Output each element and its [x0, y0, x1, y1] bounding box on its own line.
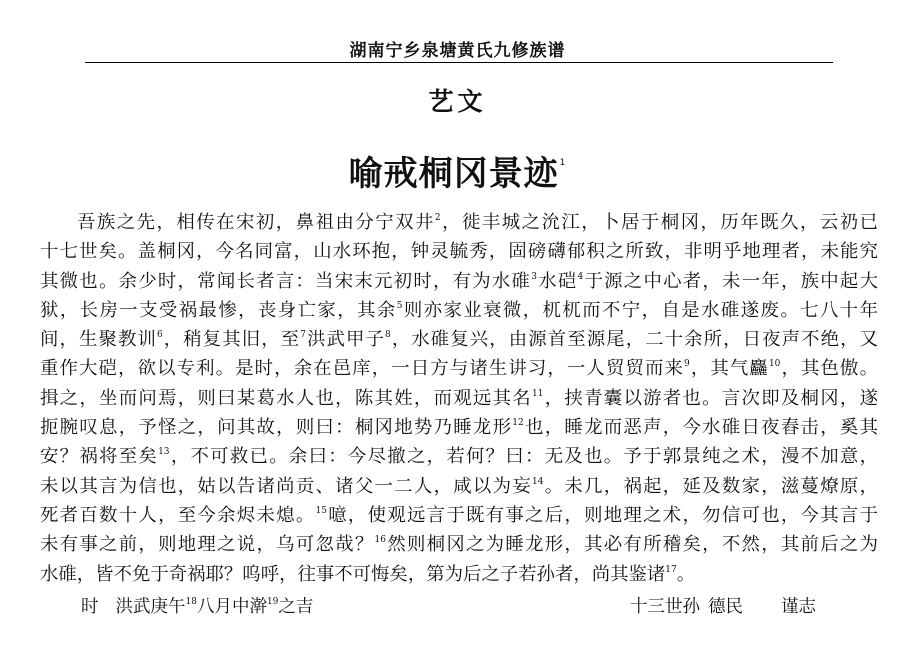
body-text-segment: 未以其言为信也，姑以告诸尚贡、诸父一二人，咸以为妄	[40, 475, 532, 497]
body-line	[40, 296, 878, 325]
body-text-segment: ，其气麤	[689, 358, 769, 380]
footnote-marker: 5	[396, 300, 403, 311]
body-line	[40, 267, 878, 296]
body-text-segment: 间，生聚教训	[40, 329, 157, 351]
era-text: 洪武庚午	[115, 597, 186, 617]
generation-text: 十三世孙	[630, 597, 700, 617]
body-text-segment: 扼腕叹息，予怪之，问其故，则曰：桐冈地势乃睡龙形	[40, 417, 513, 439]
body-text-segment: 重作大硙，欲以专利。是时，余在邑庠，一日方与诸生讲习，一人贸贸而来	[40, 358, 685, 380]
body-text-segment: ，水碓复兴，由源首至源尾，二十余所，日夜声不绝，又	[390, 329, 878, 351]
footnote-marker: 17	[665, 564, 677, 575]
body-text-segment: 。未几，祸起，延及数家，滋蔓燎原，	[543, 475, 878, 497]
article-title-text: 喻戒桐冈景迹	[348, 154, 559, 194]
body-text-segment: ，徙丰城之沇江，卜居于桐冈，历年既久，云礽已	[440, 212, 878, 233]
body-text-segment: 死者百数十人，至今余烬未熄。	[40, 504, 316, 526]
footnote-marker: 12	[512, 418, 524, 429]
running-header: 湖南宁乡泉塘黄氏九修族谱	[349, 41, 566, 61]
footnote-marker: 8	[385, 330, 391, 341]
body-line	[40, 354, 878, 383]
month-text: 八月中澣	[196, 597, 267, 617]
author-name: 德民	[708, 597, 743, 617]
body-text-segment: 揖之，坐而问焉，则曰某葛水人也，陈其姓，而观远其名	[40, 387, 532, 409]
closing-text: 谨志	[781, 597, 816, 617]
time-label: 时	[81, 597, 99, 617]
article-title	[0, 146, 915, 195]
body-text-segment: 洪武甲子	[305, 329, 385, 351]
footnote-marker: 7	[300, 330, 306, 341]
body-line	[40, 530, 878, 559]
body-text-segment: 十七世矣。盖桐冈，今名同富，山水环抱，钟灵毓秀，固磅礴郁积之所致，非明乎地理者，未能究	[40, 241, 878, 263]
footnote-marker: 3	[531, 271, 537, 282]
date-line	[81, 593, 313, 618]
author-line	[630, 593, 816, 618]
footnote-marker: 11	[531, 388, 544, 399]
body-text-segment: 水硙	[536, 270, 578, 292]
body-text-segment: 狱，长房一支受祸最惨，丧身亡家，其余	[40, 299, 397, 321]
footnote-marker: 15	[315, 505, 327, 516]
body-text-segment: ，不可救已。余曰：今尽撤之，若何？曰：无及也。予于郭景纯之术，漫不加意，	[169, 446, 878, 468]
footnote-marker: 16	[374, 535, 386, 546]
body-text-segment: 噫，使观远言于既有事之后，则地理之术，勿信可也，今其言于	[326, 504, 878, 526]
footnote-marker: 6	[156, 330, 163, 341]
footnote-marker: 4	[577, 271, 584, 282]
footnote-marker: 14	[531, 476, 544, 487]
body-text-segment: 然则桐冈之为睡龙形，其必有所稽矣，不然，其前后之为	[386, 534, 878, 556]
footnote-marker: 19	[266, 597, 279, 607]
body-text-segment: 水碓，皆不免于奇祸耶？呜呼，往事不可悔矣，第为后之子若孙者，尚其鉴诸	[40, 563, 666, 585]
body-text-segment: 安？祸将至矣	[40, 446, 159, 468]
body-text-segment: 则亦家业衰微，杌杌而不宁，自是水碓遂废。七八十年	[402, 299, 878, 321]
body-line	[40, 325, 878, 354]
body-line	[40, 442, 878, 471]
body-text-segment: 未有事之前，则地理之说，乌可忽哉？	[40, 534, 375, 556]
footnote-marker: 13	[158, 447, 170, 458]
body-line	[40, 560, 878, 589]
body-line	[40, 413, 878, 442]
body-text-segment: 也，睡龙而恶声，今水碓日夜舂击，奚其	[523, 417, 878, 439]
body-text-segment: 于源之中心者，未一年，族中起大	[583, 270, 878, 292]
footnote-marker: 9	[684, 359, 690, 370]
title-footnote-marker: 1	[559, 158, 567, 168]
body-line	[40, 384, 878, 413]
footnote-marker: 10	[768, 359, 781, 370]
body-line	[40, 208, 878, 237]
body-text-segment: 吾族之先，相传在宋初，鼻祖由分宁双井	[77, 212, 435, 233]
body-text-segment: 。	[676, 563, 696, 585]
footnote-marker: 2	[434, 213, 441, 223]
section-title: 艺文	[428, 87, 487, 116]
body-line	[40, 472, 878, 501]
header-rule	[85, 62, 833, 63]
body-text-segment: 其微也。余少时，常闻长者言：当宋末元初时，有为水碓	[40, 270, 532, 292]
day-suffix: 之吉	[278, 597, 314, 617]
body-line	[40, 237, 878, 266]
footnote-marker: 18	[185, 597, 197, 607]
article-body	[40, 208, 878, 589]
body-line	[40, 501, 878, 530]
body-text-segment: ，挟青囊以游者也。言次即及桐冈，遂	[543, 387, 878, 409]
body-text-segment: ，稍复其旧，至	[162, 329, 301, 351]
body-text-segment: ，其色傲。	[780, 358, 878, 380]
